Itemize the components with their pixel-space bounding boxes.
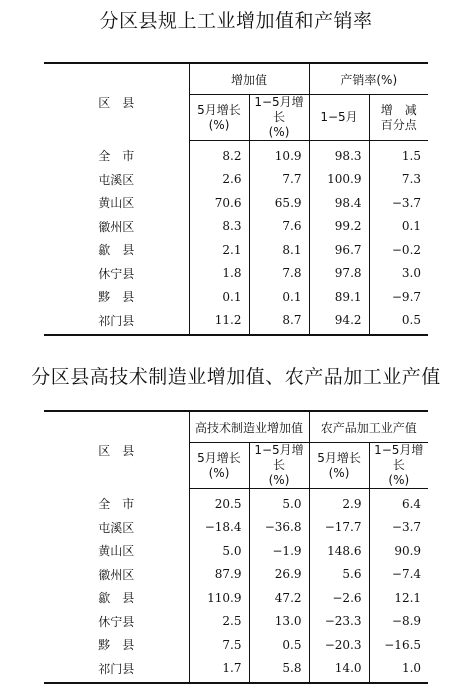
cell: 2.9 — [309, 489, 369, 516]
table-row — [44, 539, 428, 563]
region-name: 歙 县 — [98, 243, 135, 258]
cell: 20.5 — [189, 489, 249, 516]
cell: −9.7 — [369, 285, 428, 309]
subheader: 5月增长 (%) — [189, 443, 249, 489]
subheader: 1−5月增长 (%) — [369, 443, 428, 489]
region-name: 休宁县 — [98, 614, 135, 629]
table-row — [44, 285, 428, 309]
region-name: 徽州区 — [98, 567, 135, 582]
cell: 47.2 — [249, 586, 309, 610]
cell: 7.6 — [249, 215, 309, 239]
cell: −3.7 — [369, 516, 428, 540]
subheader: 1−5月增长 (%) — [249, 443, 309, 489]
cell: −20.3 — [309, 633, 369, 657]
cell: −3.7 — [369, 191, 428, 215]
cell: −2.6 — [309, 586, 369, 610]
cell: 0.1 — [369, 215, 428, 239]
table-row — [44, 657, 428, 684]
table-row — [44, 238, 428, 262]
cell: 89.1 — [309, 285, 369, 309]
cell: 98.3 — [309, 141, 369, 168]
cell: −7.4 — [369, 563, 428, 587]
region-name: 祁门县 — [44, 309, 189, 336]
cell: 13.0 — [249, 610, 309, 634]
table-row — [44, 633, 428, 657]
table-row — [44, 191, 428, 215]
cell: 1.8 — [189, 262, 249, 286]
cell: −8.9 — [369, 610, 428, 634]
cell: 70.6 — [189, 191, 249, 215]
cell: 148.6 — [309, 539, 369, 563]
cell: 87.9 — [189, 563, 249, 587]
region-name: 歙 县 — [98, 591, 135, 606]
cell: 7.7 — [249, 168, 309, 192]
table-row — [44, 309, 428, 336]
cell: 1.7 — [189, 657, 249, 684]
hightech-agri-table — [44, 410, 428, 684]
cell: 90.9 — [369, 539, 428, 563]
cell: 8.3 — [189, 215, 249, 239]
cell: −36.8 — [249, 516, 309, 540]
cell: 5.0 — [189, 539, 249, 563]
cell: 5.6 — [309, 563, 369, 587]
table-row — [44, 215, 428, 239]
region-name: 全 市 — [98, 149, 135, 163]
region-name: 黟 县 — [98, 638, 135, 653]
cell: 98.4 — [309, 191, 369, 215]
cell: −1.9 — [249, 539, 309, 563]
table-row — [44, 141, 428, 168]
cell: 5.8 — [249, 657, 309, 684]
region-header: 区 县 — [44, 411, 189, 489]
subheader: 5月增长 (%) — [309, 443, 369, 489]
cell: 0.1 — [249, 285, 309, 309]
subheader: 1−5月增长 (%) — [249, 95, 309, 141]
cell: 65.9 — [249, 191, 309, 215]
region-name: 全 市 — [98, 497, 135, 511]
cell: 2.6 — [189, 168, 249, 192]
cell: 3.0 — [369, 262, 428, 286]
cell: 94.2 — [309, 309, 369, 336]
cell: 2.1 — [189, 238, 249, 262]
table-row — [44, 489, 428, 516]
region-name: 黟 县 — [98, 290, 135, 305]
cell: −23.3 — [309, 610, 369, 634]
cell: 110.9 — [189, 586, 249, 610]
cell: 12.1 — [369, 586, 428, 610]
subheader: 增 减 百分点 — [369, 95, 428, 141]
industry-value-sales-table — [44, 62, 428, 336]
table-row — [44, 563, 428, 587]
cell: 1.0 — [369, 657, 428, 684]
cell: 96.7 — [309, 238, 369, 262]
cell: −17.7 — [309, 516, 369, 540]
table1-title: 分区县规上工业增加值和产销率 — [99, 10, 373, 32]
cell: 0.5 — [369, 309, 428, 336]
cell: 14.0 — [309, 657, 369, 684]
subheader: 5月增长 (%) — [189, 95, 249, 141]
cell: 2.5 — [189, 610, 249, 634]
region-name: 黄山区 — [98, 544, 135, 559]
subheader: 1−5月 — [309, 95, 369, 141]
group-header-added-value: 增加值 — [189, 63, 309, 95]
region-name: 徽州区 — [98, 219, 135, 234]
cell: 8.7 — [249, 309, 309, 336]
cell: 7.5 — [189, 633, 249, 657]
region-name: 祁门县 — [44, 657, 189, 684]
group-header-agri-processing: 农产品加工业产值 — [309, 411, 428, 443]
cell: 7.3 — [369, 168, 428, 192]
region-header: 区 县 — [44, 63, 189, 141]
group-header-sales-rate: 产销率(%) — [309, 63, 428, 95]
cell: 5.0 — [249, 489, 309, 516]
table-row — [44, 262, 428, 286]
cell: 6.4 — [369, 489, 428, 516]
cell: −16.5 — [369, 633, 428, 657]
cell: 26.9 — [249, 563, 309, 587]
cell: −18.4 — [189, 516, 249, 540]
cell: 8.2 — [189, 141, 249, 168]
cell: 10.9 — [249, 141, 309, 168]
cell: 0.5 — [249, 633, 309, 657]
table-row — [44, 168, 428, 192]
cell: 8.1 — [249, 238, 309, 262]
region-name: 屯溪区 — [98, 520, 135, 535]
cell: −0.2 — [369, 238, 428, 262]
table-row — [44, 586, 428, 610]
region-name: 屯溪区 — [98, 172, 135, 187]
cell: 100.9 — [309, 168, 369, 192]
group-header-hightech: 高技术制造业增加值 — [189, 411, 309, 443]
cell: 1.5 — [369, 141, 428, 168]
table-row — [44, 516, 428, 540]
region-name: 黄山区 — [98, 196, 135, 211]
table2-title: 分区县高技术制造业增加值、农产品加工业产值 — [31, 366, 441, 388]
cell: 99.2 — [309, 215, 369, 239]
cell: 7.8 — [249, 262, 309, 286]
cell: 0.1 — [189, 285, 249, 309]
cell: 11.2 — [189, 309, 249, 336]
cell: 97.8 — [309, 262, 369, 286]
table-row — [44, 610, 428, 634]
region-name: 休宁县 — [98, 266, 135, 281]
